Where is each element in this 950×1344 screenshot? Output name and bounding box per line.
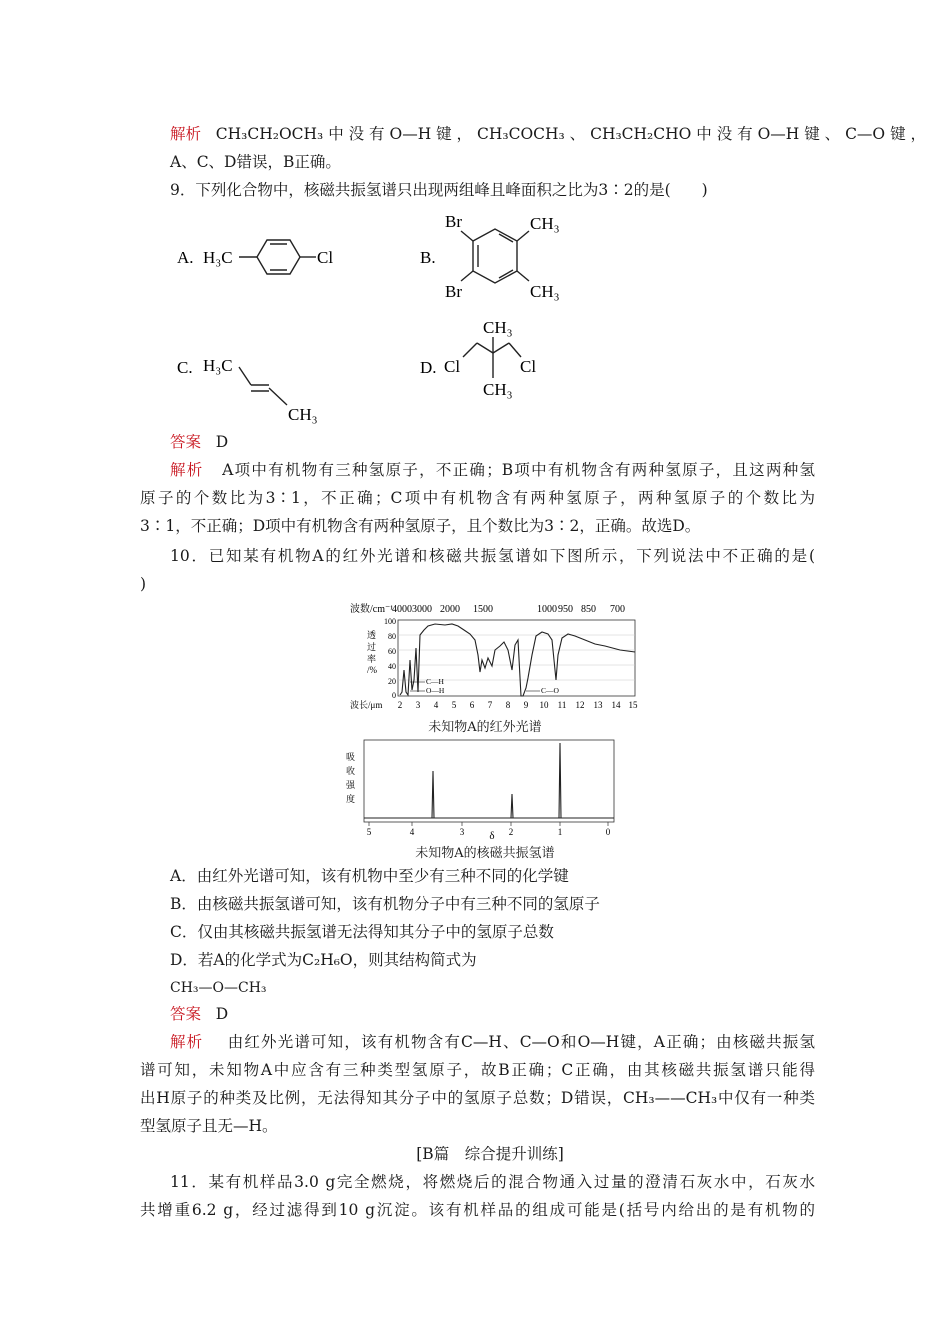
option-c-ch3: CH₃	[288, 405, 318, 424]
ir-annotation: O—H	[426, 686, 445, 695]
option-a-label: A.	[177, 248, 194, 267]
nmr-plot-frame	[364, 740, 614, 822]
option-b-label: B.	[420, 248, 436, 267]
nmr-y-label-char: 收	[346, 766, 356, 776]
ir-bottom-ticks	[398, 700, 638, 710]
analysis-label: 解析	[170, 461, 204, 479]
ir-bottom-tick: 11	[557, 700, 567, 710]
ir-bottom-tick: 7	[487, 700, 493, 710]
ir-top-tick: 1500	[473, 604, 493, 615]
answer-label: 答案	[170, 433, 202, 451]
nmr-x-tick: 4	[409, 827, 415, 837]
nmr-x-tick: 2	[508, 827, 514, 837]
ir-bottom-tick: 3	[415, 700, 421, 710]
ir-top-tick: 700	[610, 604, 625, 615]
option-b-ch3-top: CH₃	[530, 214, 560, 233]
ir-y-tick: 100	[384, 617, 396, 626]
ir-y-tick: 0	[392, 691, 396, 700]
option-d-label: D.	[420, 358, 437, 377]
ir-y-tick: 60	[388, 647, 396, 656]
ir-y-label-char: 过	[367, 642, 377, 652]
option-c-carbon-chain	[239, 367, 287, 405]
nmr-y-label	[346, 752, 356, 804]
ir-top-tick: 1000	[537, 604, 557, 615]
nmr-x-tick: 5	[366, 827, 372, 837]
nmr-x-tick: 0	[605, 827, 611, 837]
analysis-label: 解析	[170, 125, 202, 143]
nmr-y-label-char: 强	[346, 780, 356, 790]
ir-bottom-axis-label: 波长/μm	[350, 700, 383, 710]
ir-y-label-char: 率	[367, 654, 377, 664]
ir-bottom-tick: 9	[523, 700, 529, 710]
ir-bottom-tick: 14	[611, 700, 621, 710]
answer-label: 答案	[170, 1005, 202, 1023]
nmr-spectrum-figure	[340, 738, 620, 842]
nmr-caption: 未知物A的核磁共振氢谱	[415, 846, 555, 861]
option-a-benzene-ring	[239, 240, 316, 274]
option-b-ch3-bottom: CH₃	[530, 282, 560, 301]
ir-y-ticks	[384, 617, 396, 700]
option-d-ch3-top: CH₃	[483, 318, 513, 337]
answer-value: D	[215, 433, 229, 451]
ir-annotation: C—H	[426, 677, 444, 686]
analysis-8-line-2: A、C、D错误，B正确。	[170, 153, 341, 171]
analysis-label: 解析	[170, 1033, 204, 1051]
ir-bottom-tick: 15	[628, 700, 638, 710]
option-d-carbon-skeleton	[463, 337, 521, 378]
ir-y-label-char: 透	[367, 630, 377, 640]
answer-value: D	[215, 1005, 229, 1023]
ir-bottom-tick: 5	[451, 700, 457, 710]
ir-y-label-char: /%	[367, 665, 377, 675]
nmr-x-tick: 1	[557, 827, 563, 837]
ir-y-label	[367, 630, 378, 675]
nmr-y-label-char: 度	[346, 794, 356, 804]
option-b-br-top: Br	[445, 212, 462, 231]
ir-top-tick: 3000	[412, 604, 432, 615]
question-10-option-d: D．若A的化学式为C₂H₆O，则其结构简式为	[170, 951, 477, 969]
ir-y-tick: 80	[388, 632, 396, 641]
nmr-peak	[430, 771, 436, 818]
nmr-tick-marks	[369, 822, 608, 826]
section-b-heading: [B篇 综合提升训练]	[416, 1145, 564, 1163]
ir-top-tick: 4000	[392, 604, 412, 615]
question-9-stem: 9．下列化合物中，核磁共振氢谱只出现两组峰且峰面积之比为3∶2的是( )	[170, 181, 708, 199]
question-10-option-b: B．由核磁共振氢谱可知，该有机物分子中有三种不同的氢原子	[170, 895, 600, 913]
nmr-y-label-char: 吸	[346, 752, 356, 762]
ir-spectrum-figure	[340, 600, 645, 715]
option-c-h3c: H₃C	[203, 356, 233, 375]
ir-y-tick: 40	[388, 662, 396, 671]
ir-top-ticks	[392, 604, 625, 615]
ir-top-tick: 2000	[440, 604, 460, 615]
ir-top-tick: 850	[581, 604, 596, 615]
analysis-8-line-1	[170, 124, 926, 144]
nmr-peak	[557, 743, 563, 818]
question-10-analysis-line-2: 谱可知，未知物A中应含有三种类型氢原子，故B正确；C正确，由其核磁共振氢谱只能得	[140, 1061, 815, 1079]
question-9-analysis-line-2: 原子的个数比为3∶1，不正确；C项中有机物含有两种氢原子，两种氢原子的个数比为	[140, 489, 815, 507]
question-10-option-d-formula: CH₃—O—CH₃	[170, 980, 267, 996]
question-10-option-a: A．由红外光谱可知，该有机物中至少有三种不同的化学键	[170, 867, 569, 885]
ir-annotation: C—O	[541, 686, 559, 695]
nmr-peak	[509, 794, 515, 818]
question-9-analysis-line-1	[170, 460, 815, 480]
option-a-h3c: H₃C	[203, 248, 233, 267]
question-10-stem-line-1: 10．已知某有机物A的红外光谱和核磁共振氢谱如下图所示，下列说法中不正确的是(	[170, 547, 815, 565]
option-a-cl: Cl	[317, 248, 334, 267]
ir-annotations	[426, 677, 560, 695]
nmr-x-label: δ	[489, 830, 495, 842]
question-10-stem-line-2: )	[140, 575, 147, 593]
ir-bottom-tick: 12	[575, 700, 585, 710]
question-10-analysis-line-1	[170, 1032, 815, 1052]
ir-y-tick: 20	[388, 677, 396, 686]
option-b-benzene-ring	[461, 229, 529, 283]
question-10-option-c: C．仅由其核磁共振氢谱无法得知其分子中的氢原子总数	[170, 923, 554, 941]
ir-caption: 未知物A的红外光谱	[428, 720, 542, 735]
nmr-x-tick: 3	[459, 827, 465, 837]
option-d-ch3-bottom: CH₃	[483, 380, 513, 399]
ir-bottom-tick: 2	[397, 700, 403, 710]
option-d-cl-left: Cl	[444, 357, 461, 376]
question-10-analysis-line-3: 出H原子的种类及比例，无法得知其分子中的氢原子总数；D错误，CH₃——CH₃中仅有一种类	[140, 1089, 815, 1107]
question-11-line-1: 11．某有机样品3.0 g完全燃烧，将燃烧后的混合物通入过量的澄清石灰水中，石灰水	[170, 1173, 815, 1191]
ir-bottom-tick: 8	[505, 700, 511, 710]
option-c-label: C.	[177, 358, 193, 377]
ir-bottom-tick: 13	[593, 700, 603, 710]
nmr-peaks	[430, 743, 563, 818]
question-10-answer	[170, 1004, 228, 1024]
question-9-answer	[170, 432, 228, 452]
option-b-br-bottom: Br	[445, 282, 462, 301]
question-11-line-2: 共增重6.2 g，经过滤得到10 g沉淀。该有机样品的组成可能是(括号内给出的是有机物的	[140, 1201, 815, 1219]
option-d-cl-right: Cl	[520, 357, 537, 376]
ir-bottom-tick: 6	[469, 700, 475, 710]
ir-bottom-tick: 4	[433, 700, 439, 710]
question-10-analysis-line-4: 型氢原子且无—H。	[140, 1117, 278, 1135]
ir-bottom-tick: 10	[539, 700, 549, 710]
ir-top-axis-label: 波数/cm⁻¹	[350, 604, 394, 615]
analysis-text: A项中有机物有三种氢原子，不正确；B项中有机物含有两种氢原子，且这两种氢	[222, 461, 815, 479]
analysis-8-text: CH₃CH₂OCH₃ 中 没 有 O—H 键 ， CH₃COCH₃ 、 CH₃CH₂CHO 中 没 有 O—H 键 、 C—O 键 ，	[215, 125, 926, 143]
analysis-text: 由红外光谱可知，该有机物含有C—H、C—O和O—H键，A正确；由核磁共振氢	[227, 1033, 815, 1051]
question-9-analysis-line-3: 3∶1，不正确；D项中有机物含有两种氢原子，且个数比为3∶2，正确。故选D。	[140, 517, 701, 535]
ir-top-tick: 950	[558, 604, 573, 615]
question-9-structures	[165, 205, 585, 430]
